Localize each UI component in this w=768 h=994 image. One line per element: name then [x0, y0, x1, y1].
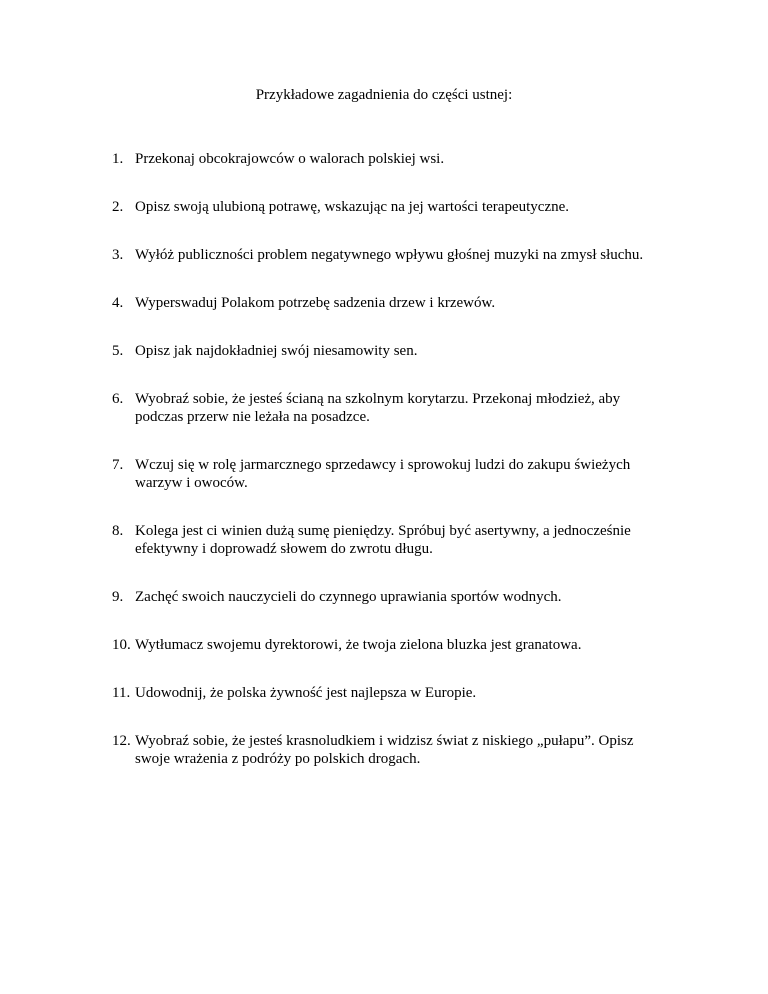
item-text: Wyobraź sobie, że jesteś ścianą na szkolnym korytarzu. Przekonaj młodzież, aby podczas przerw nie leżała na posadzce.: [135, 391, 621, 425]
item-text: Wyperswaduj Polakom potrzebę sadzenia drzew i krzewów.: [135, 295, 496, 311]
item-text: Wytłumacz swojemu dyrektorowi, że twoja zielona bluzka jest granatowa.: [135, 637, 582, 653]
item-text: Opisz swoją ulubioną potrawę, wskazując na jej wartości terapeutyczne.: [135, 199, 570, 215]
item-text: Wczuj się w rolę jarmarcznego sprzedawcy i sprowokuj ludzi do zakupu świeżych warzyw i owoców.: [135, 457, 631, 491]
item-number: 9.: [112, 589, 124, 605]
item-text: Kolega jest ci winien dużą sumę pieniędzy. Spróbuj być asertywny, a jednocześnie efektywny i doprowadź słowem do zwrotu długu.: [135, 523, 631, 557]
list-item-2: [112, 198, 672, 216]
item-number: 4.: [112, 295, 124, 311]
item-text: Zachęć swoich nauczycieli do czynnego uprawiania sportów wodnych.: [135, 589, 562, 605]
item-number: 8.: [112, 523, 124, 539]
list-item-11: [112, 684, 672, 702]
list-item-6: [112, 390, 672, 426]
item-number: 1.: [112, 151, 124, 167]
list-item-12: [112, 732, 672, 768]
list-item-7: [112, 456, 672, 492]
item-number: 7.: [112, 457, 124, 473]
item-text: Przekonaj obcokrajowców o walorach polskiej wsi.: [135, 151, 445, 167]
item-number: 6.: [112, 391, 124, 407]
list-item-3: [112, 246, 672, 264]
item-number: 12.: [112, 733, 131, 749]
item-number: 5.: [112, 343, 124, 359]
list-item-1: [112, 150, 672, 168]
list-item-5: [112, 342, 672, 360]
item-number: 11.: [112, 685, 131, 701]
list-item-10: [112, 636, 672, 654]
item-number: 3.: [112, 247, 124, 263]
list-item-9: [112, 588, 672, 606]
document-title: Przykładowe zagadnienia do części ustnej:: [255, 87, 513, 103]
item-text: Wyobraź sobie, że jesteś krasnoludkiem i widzisz świat z niskiego „pułapu”. Opisz swoje wrażenia z podróży po polskich drogach.: [135, 733, 634, 767]
item-text: Udowodnij, że polska żywność jest najlepsza w Europie.: [135, 685, 477, 701]
list-item-4: [112, 294, 672, 312]
list-item-8: [112, 522, 672, 558]
item-number: 10.: [112, 637, 131, 653]
item-text: Wyłóż publiczności problem negatywnego wpływu głośnej muzyki na zmysł słuchu.: [135, 247, 644, 263]
item-text: Opisz jak najdokładniej swój niesamowity sen.: [135, 343, 418, 359]
item-number: 2.: [112, 199, 124, 215]
